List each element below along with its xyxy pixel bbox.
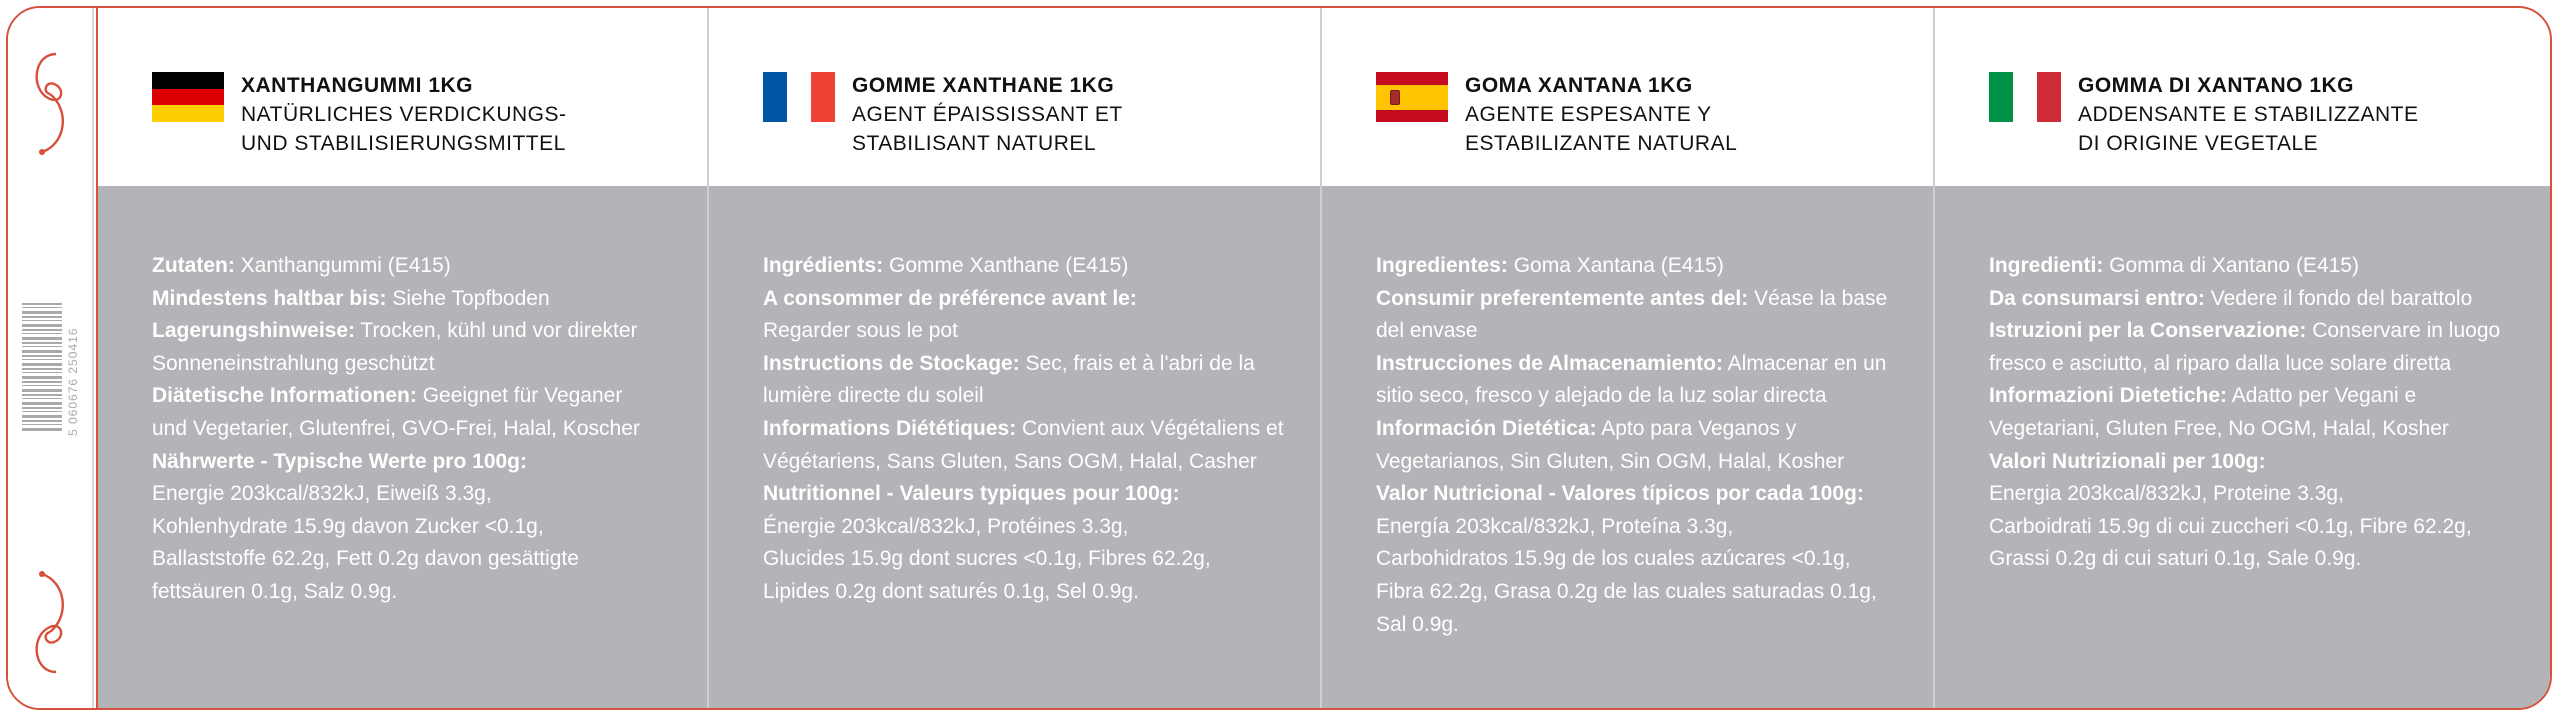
info-value: Almacenar en un <box>1722 351 1887 375</box>
info-line <box>1376 609 1916 642</box>
info-line <box>1989 511 2529 544</box>
info-line <box>1376 446 1916 479</box>
panel-spanish <box>1322 8 1935 710</box>
panel-german <box>98 8 709 710</box>
panel-header <box>709 8 1320 186</box>
info-label: Nährwerte - Typische Werte pro 100g: <box>152 449 527 473</box>
spain-flag-icon <box>1376 72 1448 122</box>
panel-info-area <box>1935 186 2552 710</box>
info-label: Ingrédients: <box>763 254 884 277</box>
info-value: Sal 0.9g. <box>1376 612 1459 636</box>
info-value: Geeignet für Veganer <box>416 384 623 408</box>
product-title: GOMME XANTHANE 1KG <box>852 74 1115 97</box>
info-line <box>763 348 1303 381</box>
label-frame <box>6 6 2552 710</box>
info-value: Convient aux Végétaliens et <box>1016 416 1284 440</box>
france-flag-icon <box>763 72 835 122</box>
info-value: Lipides 0.2g dont saturés 0.1g, Sel 0.9g. <box>763 579 1139 603</box>
info-value: sitio seco, fresco y alejado de la luz solar directa <box>1376 384 1827 408</box>
info-value: Energie 203kcal/832kJ, Eiweiß 3.3g, <box>152 482 492 506</box>
product-title: GOMA XANTANA 1KG <box>1465 74 1693 97</box>
subtitle-line: DI ORIGINE VEGETALE <box>2078 132 2319 155</box>
panel-header <box>1935 8 2552 186</box>
info-line <box>1989 543 2529 576</box>
info-label: Instructions de Stockage: <box>763 351 1020 375</box>
info-line <box>1376 315 1916 348</box>
info-line <box>152 478 692 511</box>
info-value: Kohlenhydrate 15.9g davon Zucker <0.1g, <box>152 514 544 538</box>
info-value: Glucides 15.9g dont sucres <0.1g, Fibres 62.2g, <box>763 547 1211 571</box>
info-line <box>763 478 1303 511</box>
info-value: Carboidrati 15.9g di cui zuccheri <0.1g, Fibre 62.2g, <box>1989 514 2472 538</box>
info-line <box>152 446 692 479</box>
italy-flag-icon <box>1989 72 2061 122</box>
info-label: Istruzioni per la Conservazione: <box>1989 319 2307 343</box>
info-line <box>152 543 692 576</box>
info-label: Nutritionnel - Valeurs typiques pour 100g: <box>763 482 1180 506</box>
info-label: Información Dietética: <box>1376 416 1597 440</box>
info-label: Mindestens haltbar bis: <box>152 286 387 310</box>
info-line <box>1989 283 2529 316</box>
info-line <box>1376 576 1916 609</box>
info-line <box>152 576 692 609</box>
info-value: Sonneneinstrahlung geschützt <box>152 351 435 375</box>
product-subtitle <box>852 100 1282 158</box>
product-subtitle <box>1465 100 1895 158</box>
info-value: Végétariens, Sans Gluten, Sans OGM, Halal, Casher <box>763 449 1257 473</box>
info-value: Gomme Xanthane (E415) <box>883 254 1129 277</box>
info-line <box>763 446 1303 479</box>
info-value: fettsäuren 0.1g, Salz 0.9g. <box>152 579 398 603</box>
info-value: fresco e asciutto, al riparo dalla luce solare diretta <box>1989 351 2452 375</box>
product-title: GOMMA DI XANTANO 1KG <box>2078 74 2354 97</box>
info-label: Lagerungshinweise: <box>152 319 356 343</box>
info-line <box>763 315 1303 348</box>
info-line <box>1989 250 2529 283</box>
info-line <box>152 348 692 381</box>
info-line <box>1376 348 1916 381</box>
info-line <box>763 511 1303 544</box>
info-line <box>1376 543 1916 576</box>
info-line <box>152 315 692 348</box>
info-line <box>763 283 1303 316</box>
info-line <box>1376 478 1916 511</box>
info-line <box>1376 283 1916 316</box>
subtitle-line: AGENT ÉPAISSISSANT ET <box>852 103 1123 126</box>
info-label: Instrucciones de Almacenamiento: <box>1376 351 1723 375</box>
product-subtitle <box>241 100 671 158</box>
product-info <box>152 250 692 609</box>
panel-italian <box>1935 8 2552 710</box>
info-line <box>763 576 1303 609</box>
language-panels <box>98 8 2552 710</box>
product-info <box>1989 250 2529 576</box>
subtitle-line: ADDENSANTE E STABILIZZANTE <box>2078 103 2419 126</box>
info-label: Zutaten: <box>152 254 235 277</box>
info-line <box>1989 446 2529 479</box>
info-value: Vegetariani, Gluten Free, No OGM, Halal, Kosher <box>1989 416 2449 440</box>
info-value: del envase <box>1376 319 1478 343</box>
info-line <box>1376 380 1916 413</box>
panel-header <box>98 8 707 186</box>
info-label: Valori Nutrizionali per 100g: <box>1989 449 2266 473</box>
info-value: Siehe Topfboden <box>386 286 550 310</box>
panel-french <box>709 8 1322 710</box>
info-value: Goma Xantana (E415) <box>1507 254 1724 277</box>
info-value: Energía 203kcal/832kJ, Proteína 3.3g, <box>1376 514 1734 538</box>
info-value: Trocken, kühl und vor direkter <box>355 319 638 343</box>
info-label: Ingredienti: <box>1989 254 2104 277</box>
subtitle-line: ESTABILIZANTE NATURAL <box>1465 132 1738 155</box>
info-value: Carbohidratos 15.9g de los cuales azúcares <0.1g, <box>1376 547 1851 571</box>
info-value: Énergie 203kcal/832kJ, Protéines 3.3g, <box>763 514 1129 538</box>
subtitle-line: AGENTE ESPESANTE Y <box>1465 103 1712 126</box>
info-line <box>152 413 692 446</box>
barcode-digits: 5 060676 250416 <box>66 327 80 436</box>
panel-info-area <box>709 186 1320 710</box>
info-value: Sec, frais et à l'abri de la <box>1019 351 1255 375</box>
info-label: Informations Diététiques: <box>763 416 1017 440</box>
swirl-ornament-icon <box>26 48 76 158</box>
germany-flag-icon <box>152 72 224 122</box>
info-line <box>1989 315 2529 348</box>
subtitle-line: UND STABILISIERUNGSMITTEL <box>241 132 566 155</box>
info-label: Da consumarsi entro: <box>1989 286 2205 310</box>
product-info <box>763 250 1303 609</box>
info-value: und Vegetarier, Glutenfrei, GVO-Frei, Halal, Koscher <box>152 416 640 440</box>
info-line <box>1989 380 2529 413</box>
info-value: Energia 203kcal/832kJ, Proteine 3.3g, <box>1989 482 2344 506</box>
info-label: A consommer de préférence avant le: <box>763 286 1137 310</box>
info-value: Gomma di Xantano (E415) <box>2103 254 2359 277</box>
info-line <box>1376 511 1916 544</box>
info-line <box>763 250 1303 283</box>
info-label: Ingredientes: <box>1376 254 1508 277</box>
subtitle-line: NATÜRLICHES VERDICKUNGS- <box>241 103 567 126</box>
product-title: XANTHANGUMMI 1KG <box>241 74 473 97</box>
info-line <box>763 543 1303 576</box>
info-label: Informazioni Dietetiche: <box>1989 384 2228 408</box>
info-line <box>1376 413 1916 446</box>
panel-header <box>1322 8 1933 186</box>
info-line <box>1989 413 2529 446</box>
barcode <box>22 303 62 433</box>
info-label: Consumir preferentemente antes del: <box>1376 286 1749 310</box>
subtitle-line: STABILISANT NATUREL <box>852 132 1097 155</box>
info-value: Adatto per Vegani e <box>2227 384 2417 408</box>
info-line <box>152 380 692 413</box>
info-line <box>763 413 1303 446</box>
info-value: Véase la base <box>1748 286 1888 310</box>
info-value: Regarder sous le pot <box>763 319 958 343</box>
panel-info-area <box>98 186 707 710</box>
info-value: Grassi 0.2g di cui saturi 0.1g, Sale 0.9g. <box>1989 547 2362 571</box>
info-line <box>1989 348 2529 381</box>
product-subtitle <box>2078 100 2508 158</box>
info-label: Valor Nutricional - Valores típicos por cada 100g: <box>1376 482 1864 506</box>
info-line <box>1376 250 1916 283</box>
info-line <box>763 380 1303 413</box>
info-value: Vegetarianos, Sin Gluten, Sin OGM, Halal, Kosher <box>1376 449 1845 473</box>
info-label: Diätetische Informationen: <box>152 384 417 408</box>
info-value: Xanthangummi (E415) <box>234 254 451 277</box>
panel-info-area <box>1322 186 1933 710</box>
info-line <box>152 283 692 316</box>
info-line <box>1989 478 2529 511</box>
info-value: lumière directe du soleil <box>763 384 984 408</box>
side-strip <box>8 8 94 710</box>
info-value: Fibra 62.2g, Grasa 0.2g de las cuales saturadas 0.1g, <box>1376 579 1877 603</box>
info-value: Conservare in luogo <box>2306 319 2501 343</box>
product-info <box>1376 250 1916 641</box>
info-line <box>152 511 692 544</box>
info-value: Ballaststoffe 62.2g, Fett 0.2g davon gesättigte <box>152 547 579 571</box>
swirl-ornament-icon <box>26 568 76 678</box>
info-line <box>152 250 692 283</box>
info-value: Vedere il fondo del barattolo <box>2204 286 2473 310</box>
info-value: Apto para Veganos y <box>1596 416 1797 440</box>
